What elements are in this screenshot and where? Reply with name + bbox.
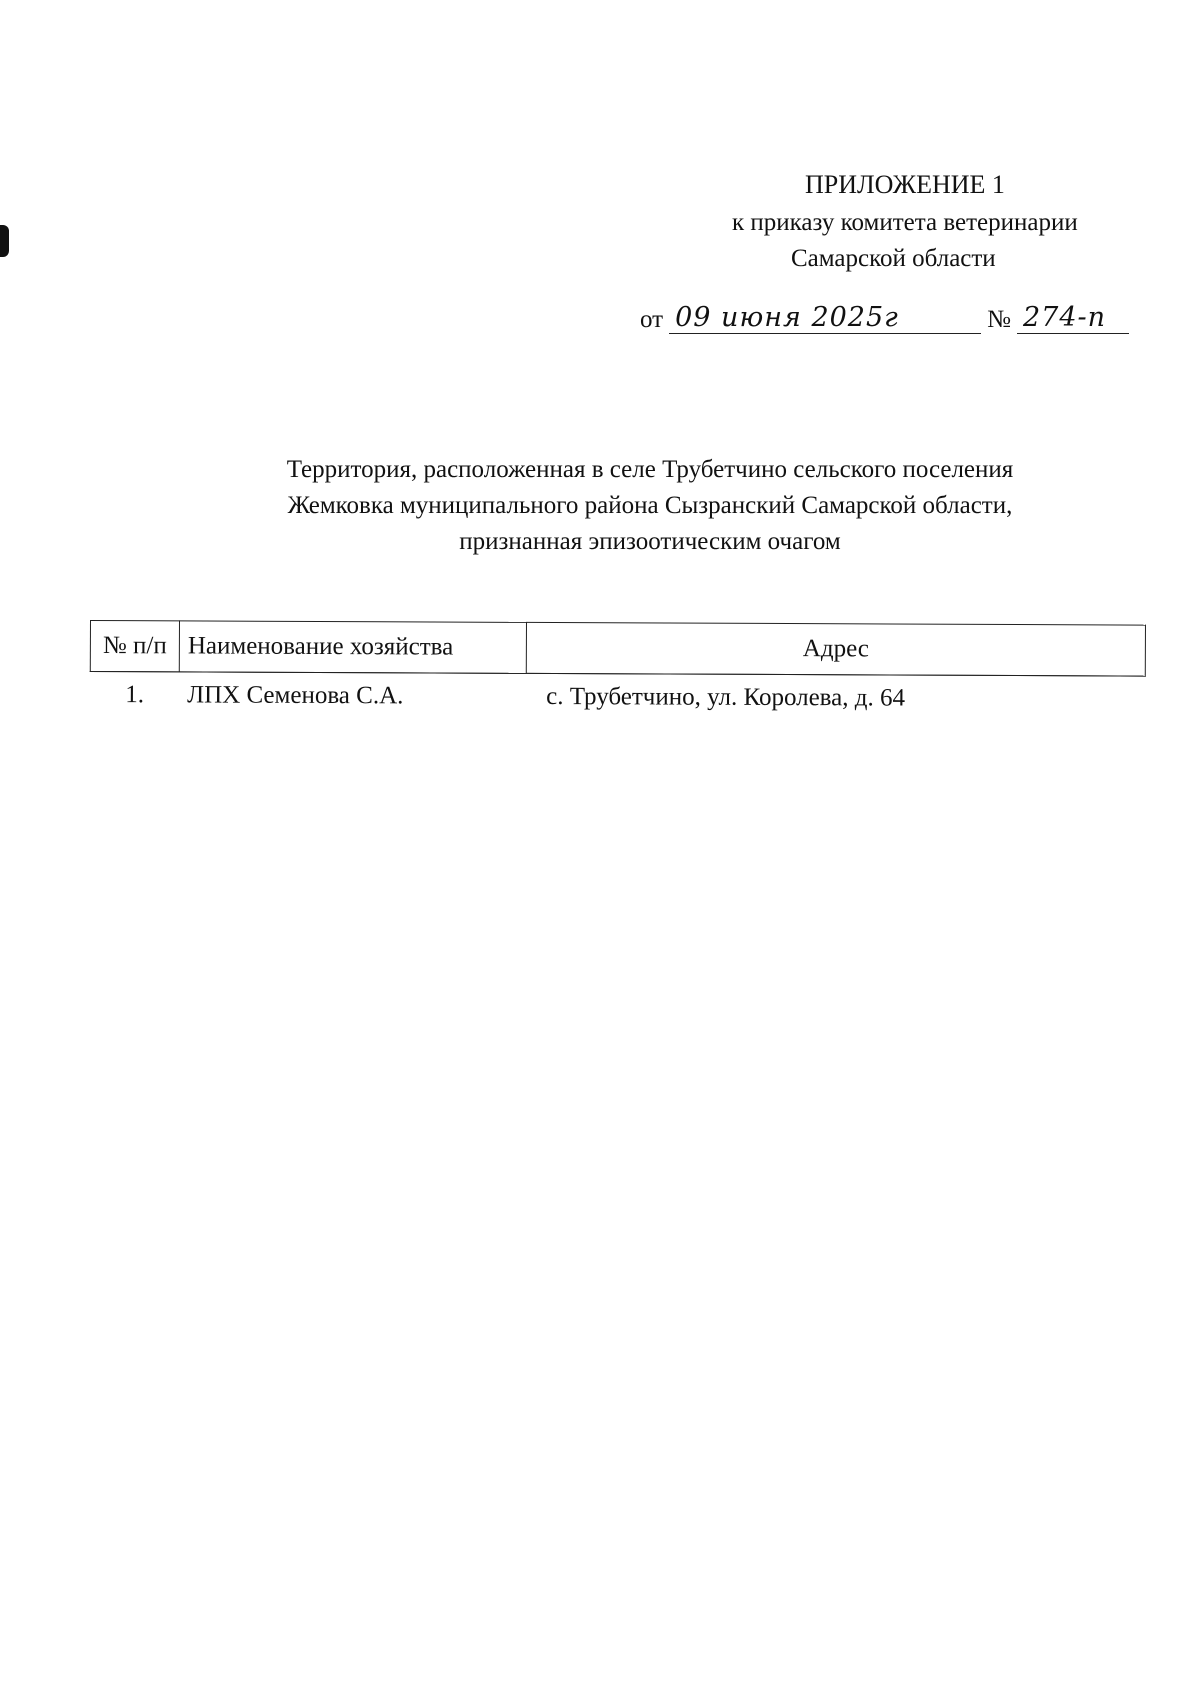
cell-number: 1. (125, 681, 145, 709)
table-row (90, 672, 1145, 723)
date-prefix: от (640, 306, 664, 333)
handwritten-date: 09 июня 2025г (669, 302, 981, 334)
cell-address: с. Трубетчино, ул. Королева, д. 64 (546, 682, 906, 712)
heading-line: признанная эпизоотическим очагом (459, 528, 841, 555)
table-header-row (90, 621, 1145, 677)
col-address: Адрес (526, 622, 1145, 676)
heading-line: Территория, расположенная в селе Трубетчино сельского поселения (286, 456, 1014, 483)
order-date-number (640, 302, 1129, 334)
col-number: № п/п (90, 621, 179, 672)
number-prefix: № (987, 306, 1011, 333)
scan-artifact (0, 225, 9, 257)
document-heading (180, 452, 1120, 560)
handwritten-number: 274-п (1017, 302, 1129, 334)
appendix-title: ПРИЛОЖЕНИЕ 1 (805, 170, 1005, 199)
appendix-subtitle: к приказу комитета ветеринарии (732, 209, 1078, 236)
col-farm-name: Наименование хозяйства (179, 621, 526, 674)
heading-line: Жемковка муниципального района Сызранский Самарской области, (287, 492, 1013, 519)
farms-table (90, 620, 1146, 723)
cell-farm-name: ЛПХ Семенова С.А. (187, 681, 404, 710)
appendix-region: Самарской области (791, 245, 996, 272)
